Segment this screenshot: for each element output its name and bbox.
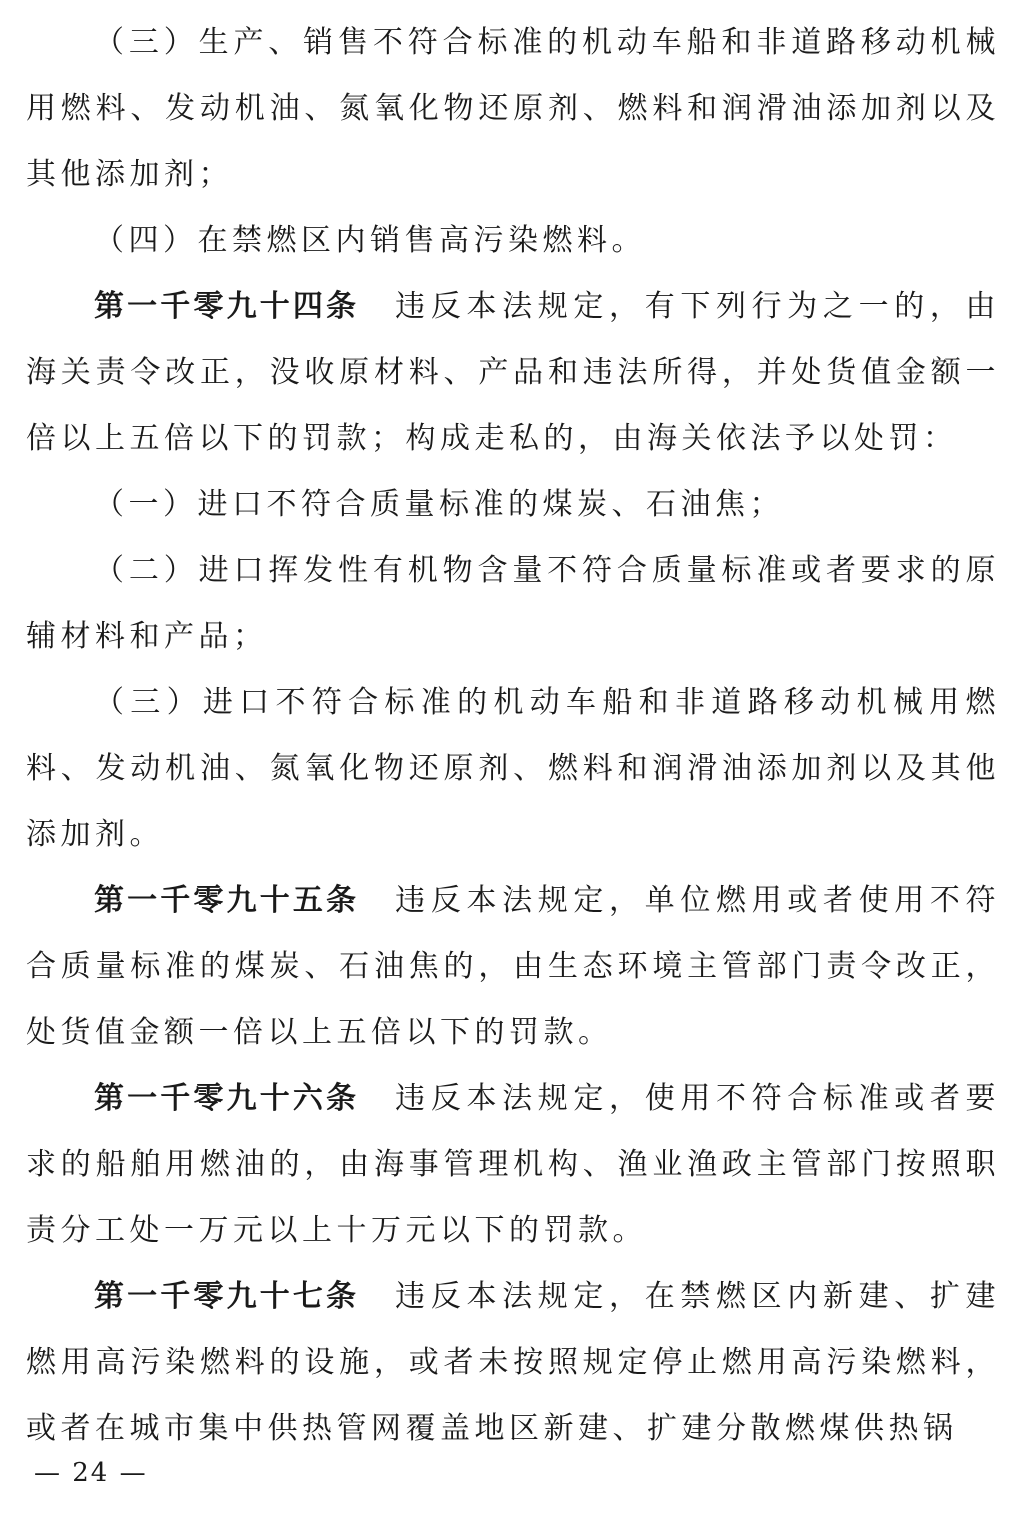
paragraph-text: 违反本法规定，使用不符合标准或者要求的船舶用燃油的，由海事管理机构、渔业渔政主管部门按照职责分工处一万元以上十万元以下的罚款。 [26,1081,1001,1248]
paragraph-1 [26,10,1000,208]
paragraph-text: （三）生产、销售不符合标准的机动车船和非道路移动机械用燃料、发动机油、氮氧化物还原剂、燃料和润滑油添加剂以及其他添加剂； [26,25,1000,192]
paragraph-4 [26,472,1000,538]
paragraph-7 [26,868,1000,1066]
paragraph-text: （三）进口不符合标准的机动车船和非道路移动机械用燃料、发动机油、氮氧化物还原剂、燃料和润滑油添加剂以及其他添加剂。 [26,685,1000,852]
paragraph-6 [26,670,1000,868]
paragraph-5 [26,538,1000,670]
article-number: 第一千零九十五条 [94,883,360,918]
page-number: — 24 — [34,1458,148,1488]
article-number: 第一千零九十四条 [94,289,360,324]
paragraph-text: 违反本法规定，在禁燃区内新建、扩建燃用高污染燃料的设施，或者未按照规定停止燃用高污染燃料，或者在城市集中供热管网覆盖地区新建、扩建分散燃煤供热锅 [26,1279,1001,1446]
paragraph-text: （一）进口不符合质量标准的煤炭、石油焦； [94,487,784,522]
document-body [26,10,1000,1462]
paragraph-9 [26,1264,1000,1462]
paragraph-text: 违反本法规定，单位燃用或者使用不符合质量标准的煤炭、石油焦的，由生态环境主管部门责令改正，处货值金额一倍以上五倍以下的罚款。 [26,883,1001,1050]
paragraph-8 [26,1066,1000,1264]
article-number: 第一千零九十六条 [94,1081,360,1116]
paragraph-text: 违反本法规定，有下列行为之一的，由海关责令改正，没收原材料、产品和违法所得，并处货值金额一倍以上五倍以下的罚款；构成走私的，由海关依法予以处罚： [26,289,1001,456]
paragraph-text: （四）在禁燃区内销售高污染燃料。 [94,223,646,258]
paragraph-text: （二）进口挥发性有机物含量不符合质量标准或者要求的原辅材料和产品； [26,553,1000,654]
article-number: 第一千零九十七条 [94,1279,360,1314]
paragraph-3 [26,274,1000,472]
paragraph-2 [26,208,1000,274]
